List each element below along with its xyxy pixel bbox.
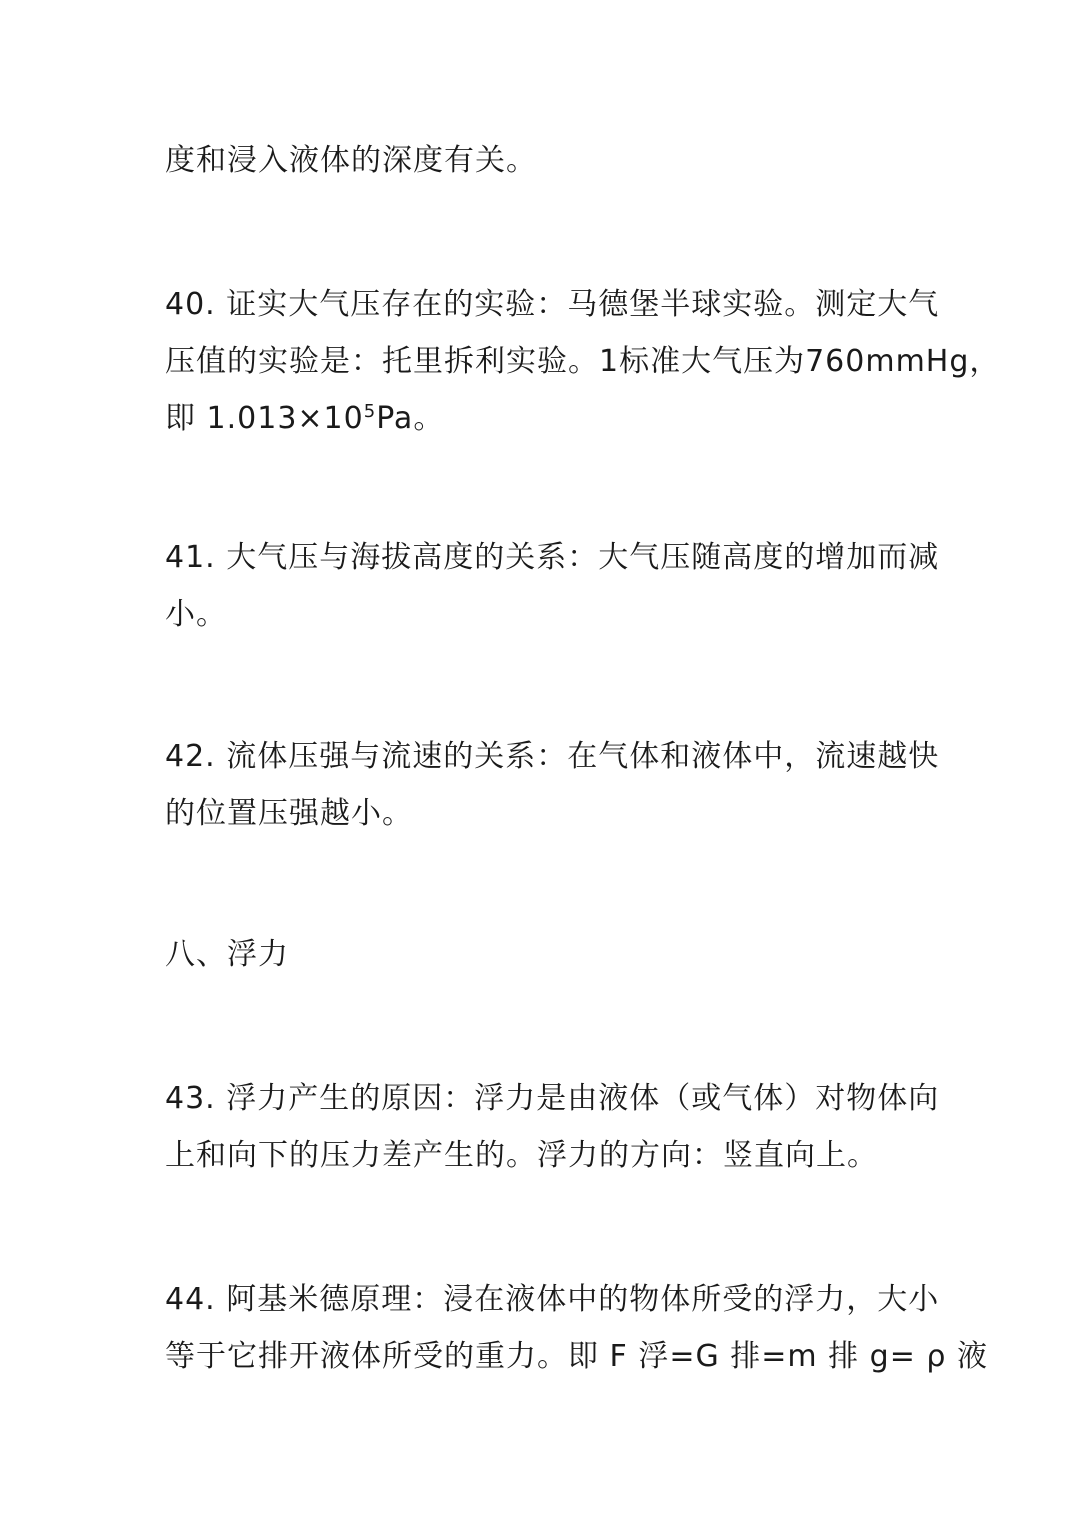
item-41 bbox=[165, 529, 940, 643]
text-line: 压值的实验是：托里拆利实验。1标准大气压为760mmHg， bbox=[165, 344, 1001, 379]
text-line: 小。 bbox=[165, 597, 227, 632]
text-line: 44. 阿基米德原理：浸在液体中的物体所受的浮力，大小 bbox=[165, 1282, 940, 1317]
text-line bbox=[165, 390, 925, 447]
exponent: 5 bbox=[363, 401, 377, 422]
text-line: 等于它排开液体所受的重力。即 F 浮=G 排=m 排 g= ρ 液 bbox=[165, 1339, 988, 1374]
text-line: 42. 流体压强与流速的关系：在气体和液体中，流速越快 bbox=[165, 739, 940, 774]
item-40 bbox=[165, 276, 1001, 447]
item-42 bbox=[165, 728, 940, 842]
text-line: 41. 大气压与海拔高度的关系：大气压随高度的增加而减 bbox=[165, 540, 940, 575]
section-heading bbox=[165, 926, 925, 983]
text-fragment: 即 1.013×10 bbox=[165, 401, 364, 436]
text-line: 度和浸入液体的深度有关。 bbox=[165, 143, 537, 178]
text-line: 43. 浮力产生的原因：浮力是由液体（或气体）对物体向 bbox=[165, 1081, 940, 1116]
item-44 bbox=[165, 1271, 988, 1385]
text-line: 40. 证实大气压存在的实验：马德堡半球实验。测定大气 bbox=[165, 287, 940, 322]
text-fragment: Pa。 bbox=[376, 401, 445, 436]
text-line: 上和向下的压力差产生的。浮力的方向：竖直向上。 bbox=[165, 1138, 878, 1173]
section-title: 八、浮力 bbox=[165, 937, 289, 972]
paragraph-continuation bbox=[165, 132, 925, 189]
item-43 bbox=[165, 1070, 940, 1184]
text-line: 的位置压强越小。 bbox=[165, 796, 413, 831]
